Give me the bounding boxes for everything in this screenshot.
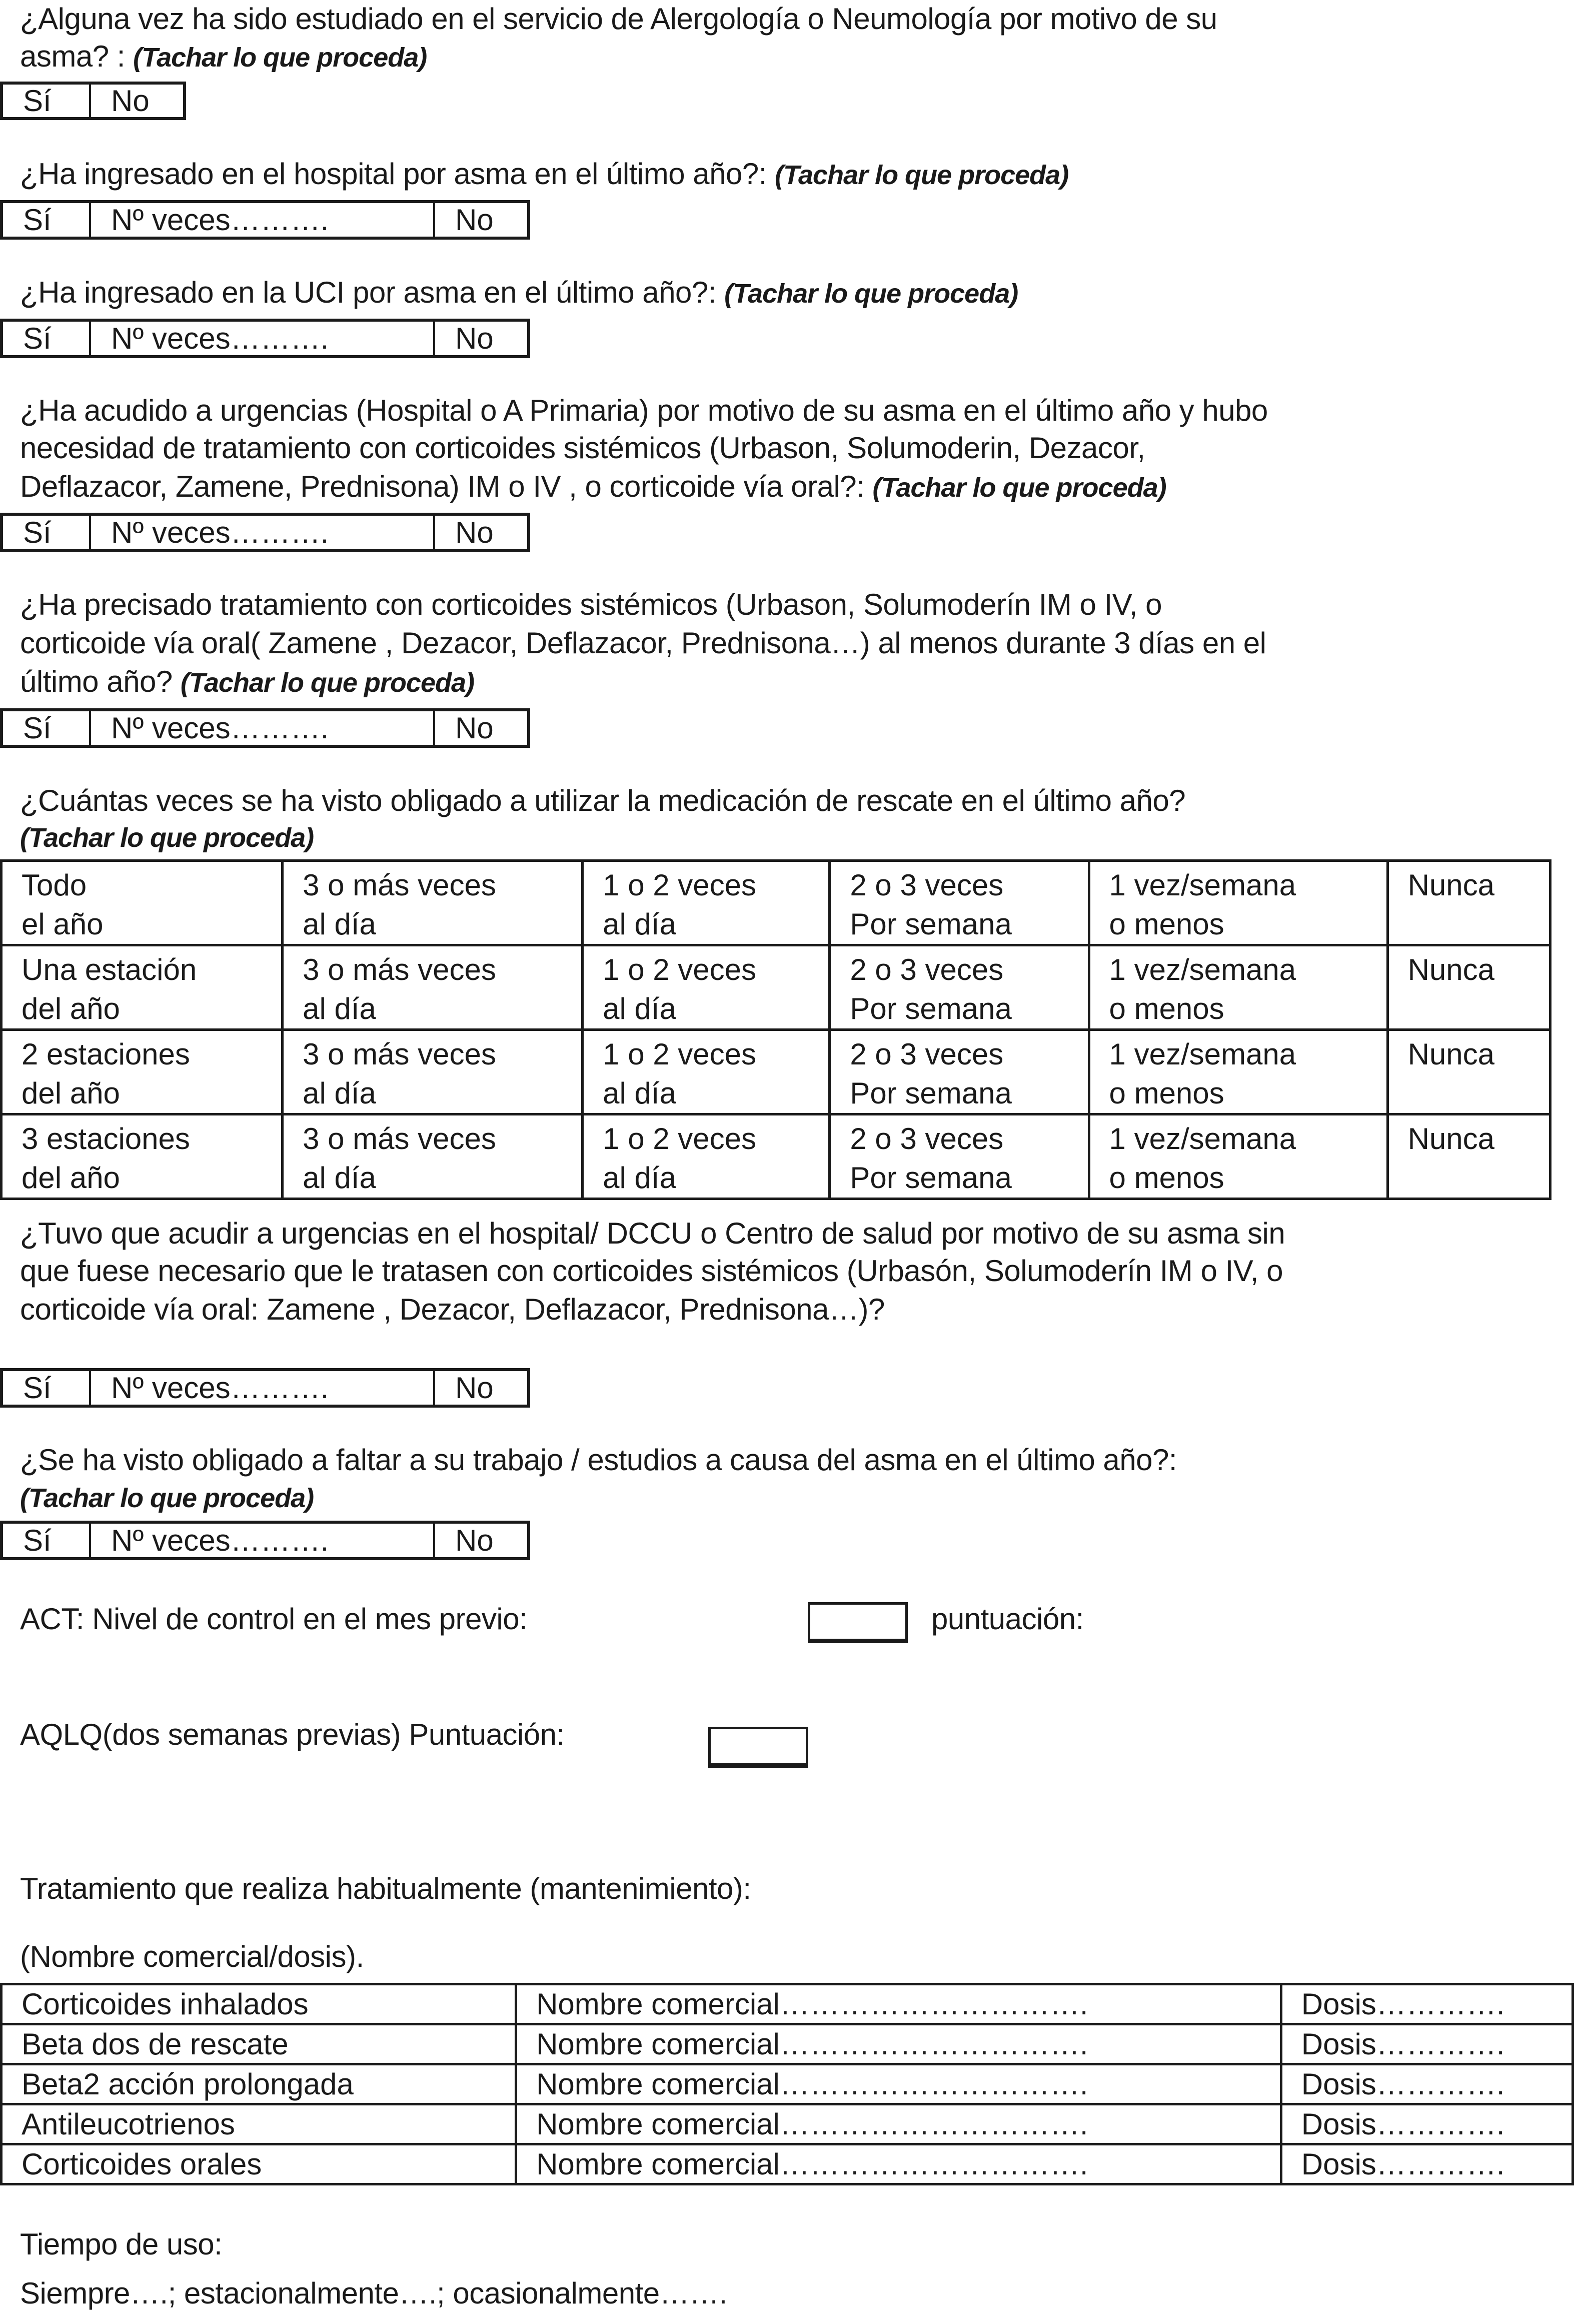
instruction-text: (Tachar lo que proceda): [872, 473, 1166, 503]
frequency-option[interactable]: 3 o más veces al día: [283, 861, 583, 945]
option-times[interactable]: Nº veces……….: [89, 1524, 433, 1557]
option-yes[interactable]: Sí: [23, 1371, 52, 1405]
option-no[interactable]: No: [433, 711, 527, 745]
period-option[interactable]: Una estación del año: [2, 945, 283, 1030]
question-systemic-corticoids-cont2: último año? (Tachar lo que proceda): [20, 665, 474, 698]
option-yes[interactable]: Sí: [23, 516, 52, 549]
treatment-heading: Tratamiento que realiza habitualmente (mantenimiento):: [20, 1872, 751, 1905]
frequency-option[interactable]: Nunca: [1387, 945, 1550, 1030]
brand-name-field[interactable]: Nombre comercial………………………….: [516, 2104, 1281, 2144]
rescue-frequency-table: [0, 859, 1551, 1200]
frequency-option[interactable]: 1 vez/semana o menos: [1089, 1114, 1387, 1199]
period-option[interactable]: 3 estaciones del año: [2, 1114, 283, 1199]
answer-box-q4: [0, 513, 530, 552]
period-option[interactable]: 2 estaciones del año: [2, 1030, 283, 1114]
option-times[interactable]: Nº veces……….: [89, 322, 433, 355]
frequency-option[interactable]: 1 o 2 veces al día: [583, 945, 830, 1030]
drug-class: Antileucotrienos: [2, 2104, 516, 2144]
aqlq-score-field[interactable]: [708, 1727, 808, 1768]
brand-name-field[interactable]: Nombre comercial………………………….: [516, 1984, 1281, 2024]
usage-label: Tiempo de uso:: [20, 2227, 223, 2261]
frequency-option[interactable]: 3 o más veces al día: [283, 945, 583, 1030]
frequency-option[interactable]: 2 o 3 veces Por semana: [830, 1030, 1089, 1114]
answer-box-q3: [0, 319, 530, 358]
frequency-option[interactable]: Nunca: [1387, 1114, 1550, 1199]
frequency-option[interactable]: 2 o 3 veces Por semana: [830, 945, 1089, 1030]
aqlq-label: AQLQ(dos semanas previas) Puntuación:: [20, 1718, 565, 1751]
option-times[interactable]: Nº veces……….: [89, 711, 433, 745]
table-row: [2, 2024, 1573, 2064]
dose-field[interactable]: Dosis………….: [1281, 1984, 1572, 2024]
frequency-option[interactable]: 3 o más veces al día: [283, 1030, 583, 1114]
frequency-option[interactable]: 1 o 2 veces al día: [583, 1030, 830, 1114]
answer-box-q7: [0, 1368, 530, 1408]
usage-options[interactable]: Siempre….; estacionalmente….; ocasionalmente…….: [20, 2276, 727, 2310]
table-row: [2, 1114, 1550, 1199]
option-yes[interactable]: Sí: [23, 322, 52, 355]
option-no[interactable]: No: [433, 322, 527, 355]
question-emergency-corticoids: ¿Ha acudido a urgencias (Hospital o A Primaria) por motivo de su asma en el último año y hubo: [20, 394, 1268, 427]
brand-name-field[interactable]: Nombre comercial………………………….: [516, 2024, 1281, 2064]
question-studied-allergy-cont: asma? : (Tachar lo que proceda): [20, 40, 427, 73]
frequency-option[interactable]: 2 o 3 veces Por semana: [830, 1114, 1089, 1199]
dose-field[interactable]: Dosis………….: [1281, 2064, 1572, 2104]
instruction-text: (Tachar lo que proceda): [180, 668, 474, 698]
option-no[interactable]: No: [433, 516, 527, 549]
dose-field[interactable]: Dosis………….: [1281, 2024, 1572, 2064]
table-row: [2, 1984, 1573, 2024]
option-yes[interactable]: Sí: [23, 203, 52, 237]
question-systemic-corticoids: ¿Ha precisado tratamiento con corticoides sistémicos (Urbason, Solumoderín IM o IV, o: [20, 588, 1162, 621]
table-row: [2, 945, 1550, 1030]
frequency-option[interactable]: 1 o 2 veces al día: [583, 861, 830, 945]
treatment-table: [0, 1983, 1574, 2185]
table-row: [2, 2064, 1573, 2104]
option-yes[interactable]: Sí: [23, 84, 52, 118]
question-icu-admission: ¿Ha ingresado en la UCI por asma en el último año?: (Tachar lo que proceda): [20, 276, 1018, 309]
option-yes[interactable]: Sí: [23, 1524, 52, 1557]
instruction-text: (Tachar lo que proceda): [20, 823, 314, 853]
instruction-text: (Tachar lo que proceda): [20, 1483, 314, 1513]
option-times[interactable]: Nº veces……….: [89, 203, 433, 237]
question-studied-allergy: ¿Alguna vez ha sido estudiado en el servicio de Alergología o Neumología por motivo de su: [20, 2, 1217, 36]
drug-class: Beta dos de rescate: [2, 2024, 516, 2064]
period-option[interactable]: Todo el año: [2, 861, 283, 945]
question-missed-work: ¿Se ha visto obligado a faltar a su trabajo / estudios a causa del asma en el último año?:: [20, 1443, 1177, 1477]
frequency-option[interactable]: 2 o 3 veces Por semana: [830, 861, 1089, 945]
drug-class: Beta2 acción prolongada: [2, 2064, 516, 2104]
option-yes[interactable]: Sí: [23, 711, 52, 745]
drug-class: Corticoides orales: [2, 2144, 516, 2184]
option-no[interactable]: No: [89, 85, 183, 117]
frequency-option[interactable]: 1 vez/semana o menos: [1089, 1030, 1387, 1114]
frequency-option[interactable]: 1 o 2 veces al día: [583, 1114, 830, 1199]
question-systemic-corticoids-cont: corticoide vía oral( Zamene , Dezacor, Deflazacor, Prednisona…) al menos durante 3 días en el: [20, 626, 1266, 660]
answer-box-q2: [0, 200, 530, 240]
option-times[interactable]: Nº veces……….: [89, 516, 433, 549]
question-rescue-medication: ¿Cuántas veces se ha visto obligado a utilizar la medicación de rescate en el último año?: [20, 784, 1186, 817]
table-row: [2, 1030, 1550, 1114]
instruction-text: (Tachar lo que proceda): [775, 160, 1069, 190]
brand-name-field[interactable]: Nombre comercial………………………….: [516, 2144, 1281, 2184]
question-emergency-no-corticoids-cont: que fuese necesario que le tratasen con corticoides sistémicos (Urbasón, Solumoderín IM o IV, o: [20, 1254, 1283, 1288]
question-emergency-corticoids-cont: necesidad de tratamiento con corticoides sistémicos (Urbason, Solumoderin, Dezacor,: [20, 431, 1145, 465]
question-emergency-no-corticoids-cont2: corticoide vía oral: Zamene , Dezacor, Deflazacor, Prednisona…)?: [20, 1293, 885, 1326]
act-label: ACT: Nivel de control en el mes previo:: [20, 1602, 528, 1636]
dose-field[interactable]: Dosis………….: [1281, 2104, 1572, 2144]
option-times[interactable]: Nº veces……….: [89, 1371, 433, 1405]
drug-class: Corticoides inhalados: [2, 1984, 516, 2024]
answer-box-q1: [0, 82, 186, 120]
table-row: [2, 861, 1550, 945]
instruction-text: (Tachar lo que proceda): [133, 43, 427, 73]
treatment-subheading: (Nombre comercial/dosis).: [20, 1940, 364, 1973]
answer-box-q8: [0, 1521, 530, 1560]
question-emergency-no-corticoids: ¿Tuvo que acudir a urgencias en el hospital/ DCCU o Centro de salud por motivo de su asma sin: [20, 1217, 1285, 1250]
table-row: [2, 2144, 1573, 2184]
answer-box-q5: [0, 708, 530, 748]
frequency-option[interactable]: 3 o más veces al día: [283, 1114, 583, 1199]
table-row: [2, 2104, 1573, 2144]
dose-field[interactable]: Dosis………….: [1281, 2144, 1572, 2184]
act-score-field[interactable]: [808, 1602, 908, 1643]
frequency-option[interactable]: 1 vez/semana o menos: [1089, 861, 1387, 945]
option-no[interactable]: No: [433, 203, 527, 237]
brand-name-field[interactable]: Nombre comercial………………………….: [516, 2064, 1281, 2104]
question-emergency-corticoids-cont2: Deflazacor, Zamene, Prednisona) IM o IV , o corticoide vía oral?: (Tachar lo que proceda): [20, 470, 1166, 503]
question-hospital-admission: ¿Ha ingresado en el hospital por asma en el último año?: (Tachar lo que proceda): [20, 157, 1069, 191]
instruction-text: (Tachar lo que proceda): [724, 279, 1018, 309]
frequency-option[interactable]: Nunca: [1387, 861, 1550, 945]
option-no[interactable]: No: [433, 1524, 527, 1557]
act-score-label: puntuación:: [931, 1602, 1084, 1636]
frequency-option[interactable]: 1 vez/semana o menos: [1089, 945, 1387, 1030]
option-no[interactable]: No: [433, 1371, 527, 1405]
frequency-option[interactable]: Nunca: [1387, 1030, 1550, 1114]
